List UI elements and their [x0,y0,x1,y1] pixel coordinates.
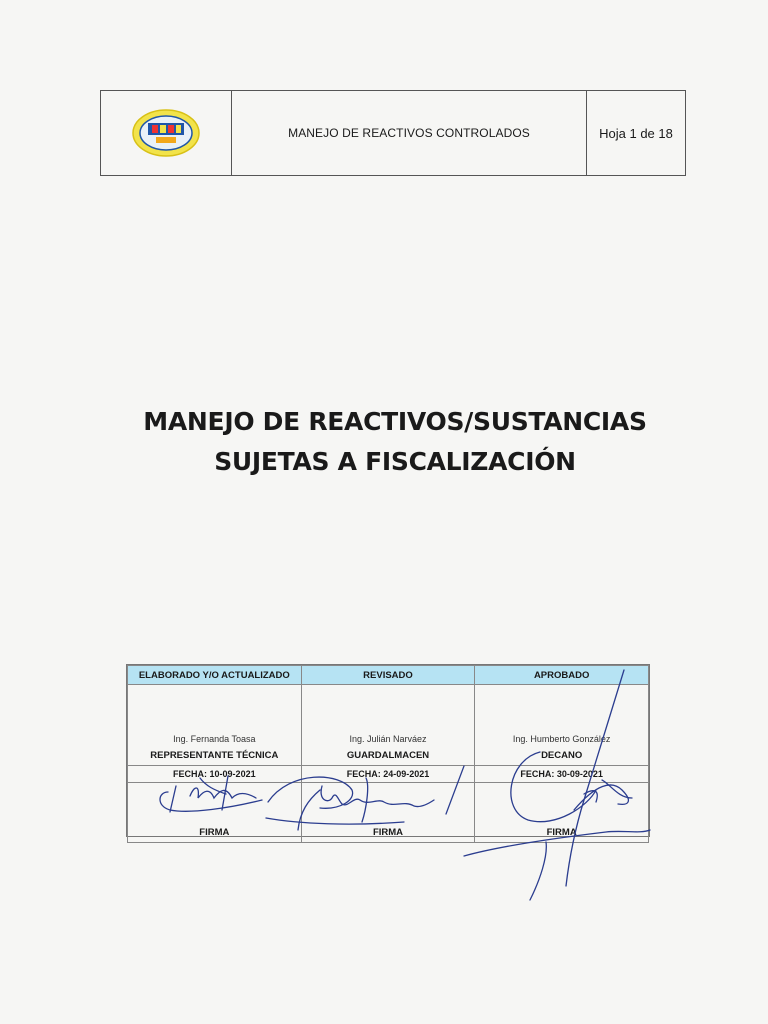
elaborado-role: REPRESENTANTE TÉCNICA [150,750,279,761]
approval-header-row [128,666,649,685]
elaborado-cell [128,685,302,766]
approval-signature-row [128,783,649,843]
aprobado-date: FECHA: 30-09-2021 [475,766,649,783]
document-title [0,402,768,482]
approval-names-row [128,685,649,766]
revisado-cell [301,685,475,766]
col-header-aprobado: APROBADO [475,666,649,685]
page-indicator: Hoja 1 de 18 [599,125,673,141]
revisado-signature-label: FIRMA [301,783,475,843]
aprobado-name: Ing. Humberto González [512,734,611,744]
revisado-name: Ing. Julián Narváez [349,734,427,744]
header-logo-cell [101,91,232,175]
title-line-2: SUJETAS A FISCALIZACIÓN [214,447,576,476]
aprobado-role: DECANO [541,750,583,761]
aprobado-signature-label: FIRMA [475,783,649,843]
header-title: MANEJO DE REACTIVOS CONTROLADOS [232,91,587,175]
col-header-elaborado: ELABORADO Y/O ACTUALIZADO [128,666,302,685]
institution-logo [130,107,202,159]
document-header [100,90,686,176]
aprobado-cell [475,685,649,766]
approval-date-row [128,766,649,783]
approval-table [126,664,650,837]
elaborado-signature-label: FIRMA [128,783,302,843]
title-line-1: MANEJO DE REACTIVOS/SUSTANCIAS [143,407,647,436]
elaborado-date: FECHA: 10-09-2021 [128,766,302,783]
elaborado-name: Ing. Fernanda Toasa [173,734,256,744]
col-header-revisado: REVISADO [301,666,475,685]
revisado-role: GUARDALMACEN [346,750,430,761]
revisado-date: FECHA: 24-09-2021 [301,766,475,783]
